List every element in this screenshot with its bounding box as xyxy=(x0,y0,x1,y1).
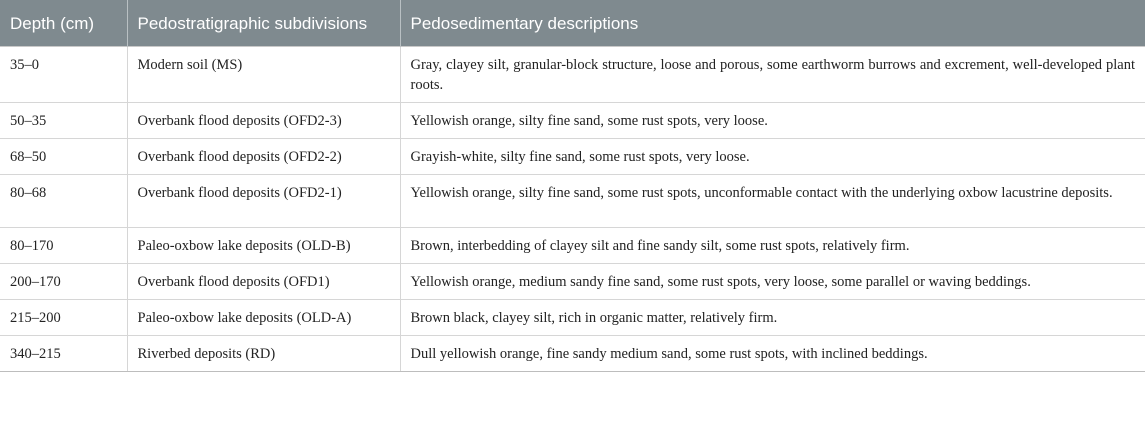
subdivision-cell: Overbank flood deposits (OFD1) xyxy=(127,264,400,300)
depth-cell: 215–200 xyxy=(0,300,127,336)
subdivision-cell: Paleo-oxbow lake deposits (OLD-A) xyxy=(127,300,400,336)
description-cell: Yellowish orange, medium sandy fine sand, some rust spots, very loose, some parallel or waving beddings. xyxy=(400,264,1145,300)
description-cell: Grayish-white, silty fine sand, some rust spots, very loose. xyxy=(400,139,1145,175)
header-descriptions: Pedosedimentary descriptions xyxy=(400,0,1145,47)
table-body xyxy=(0,47,1145,372)
table-row xyxy=(0,139,1145,175)
description-cell: Brown, interbedding of clayey silt and fine sandy silt, some rust spots, relatively firm. xyxy=(400,228,1145,264)
depth-cell: 200–170 xyxy=(0,264,127,300)
description-cell: Gray, clayey silt, granular-block structure, loose and porous, some earthworm burrows and excrement, well-developed plant roots. xyxy=(400,47,1145,103)
depth-cell: 80–68 xyxy=(0,175,127,228)
depth-cell: 50–35 xyxy=(0,103,127,139)
header-subdivisions: Pedostratigraphic subdivisions xyxy=(127,0,400,47)
depth-cell: 68–50 xyxy=(0,139,127,175)
header-row xyxy=(0,0,1145,47)
depth-cell: 80–170 xyxy=(0,228,127,264)
subdivision-cell: Modern soil (MS) xyxy=(127,47,400,103)
table-row xyxy=(0,300,1145,336)
subdivision-cell: Paleo-oxbow lake deposits (OLD-B) xyxy=(127,228,400,264)
table-row xyxy=(0,103,1145,139)
depth-cell: 340–215 xyxy=(0,336,127,372)
subdivision-cell: Overbank flood deposits (OFD2-1) xyxy=(127,175,400,228)
subdivision-cell: Overbank flood deposits (OFD2-2) xyxy=(127,139,400,175)
table-row xyxy=(0,336,1145,372)
subdivision-cell: Overbank flood deposits (OFD2-3) xyxy=(127,103,400,139)
header-depth: Depth (cm) xyxy=(0,0,127,47)
description-cell: Dull yellowish orange, fine sandy medium sand, some rust spots, with inclined beddings. xyxy=(400,336,1145,372)
description-cell: Brown black, clayey silt, rich in organic matter, relatively firm. xyxy=(400,300,1145,336)
description-cell: Yellowish orange, silty fine sand, some rust spots, unconformable contact with the underlying oxbow lacustrine deposits. xyxy=(400,175,1145,228)
table-row xyxy=(0,264,1145,300)
table-row xyxy=(0,47,1145,103)
depth-cell: 35–0 xyxy=(0,47,127,103)
table-row xyxy=(0,228,1145,264)
description-cell: Yellowish orange, silty fine sand, some rust spots, very loose. xyxy=(400,103,1145,139)
subdivision-cell: Riverbed deposits (RD) xyxy=(127,336,400,372)
table-header xyxy=(0,0,1145,47)
table-row xyxy=(0,175,1145,228)
